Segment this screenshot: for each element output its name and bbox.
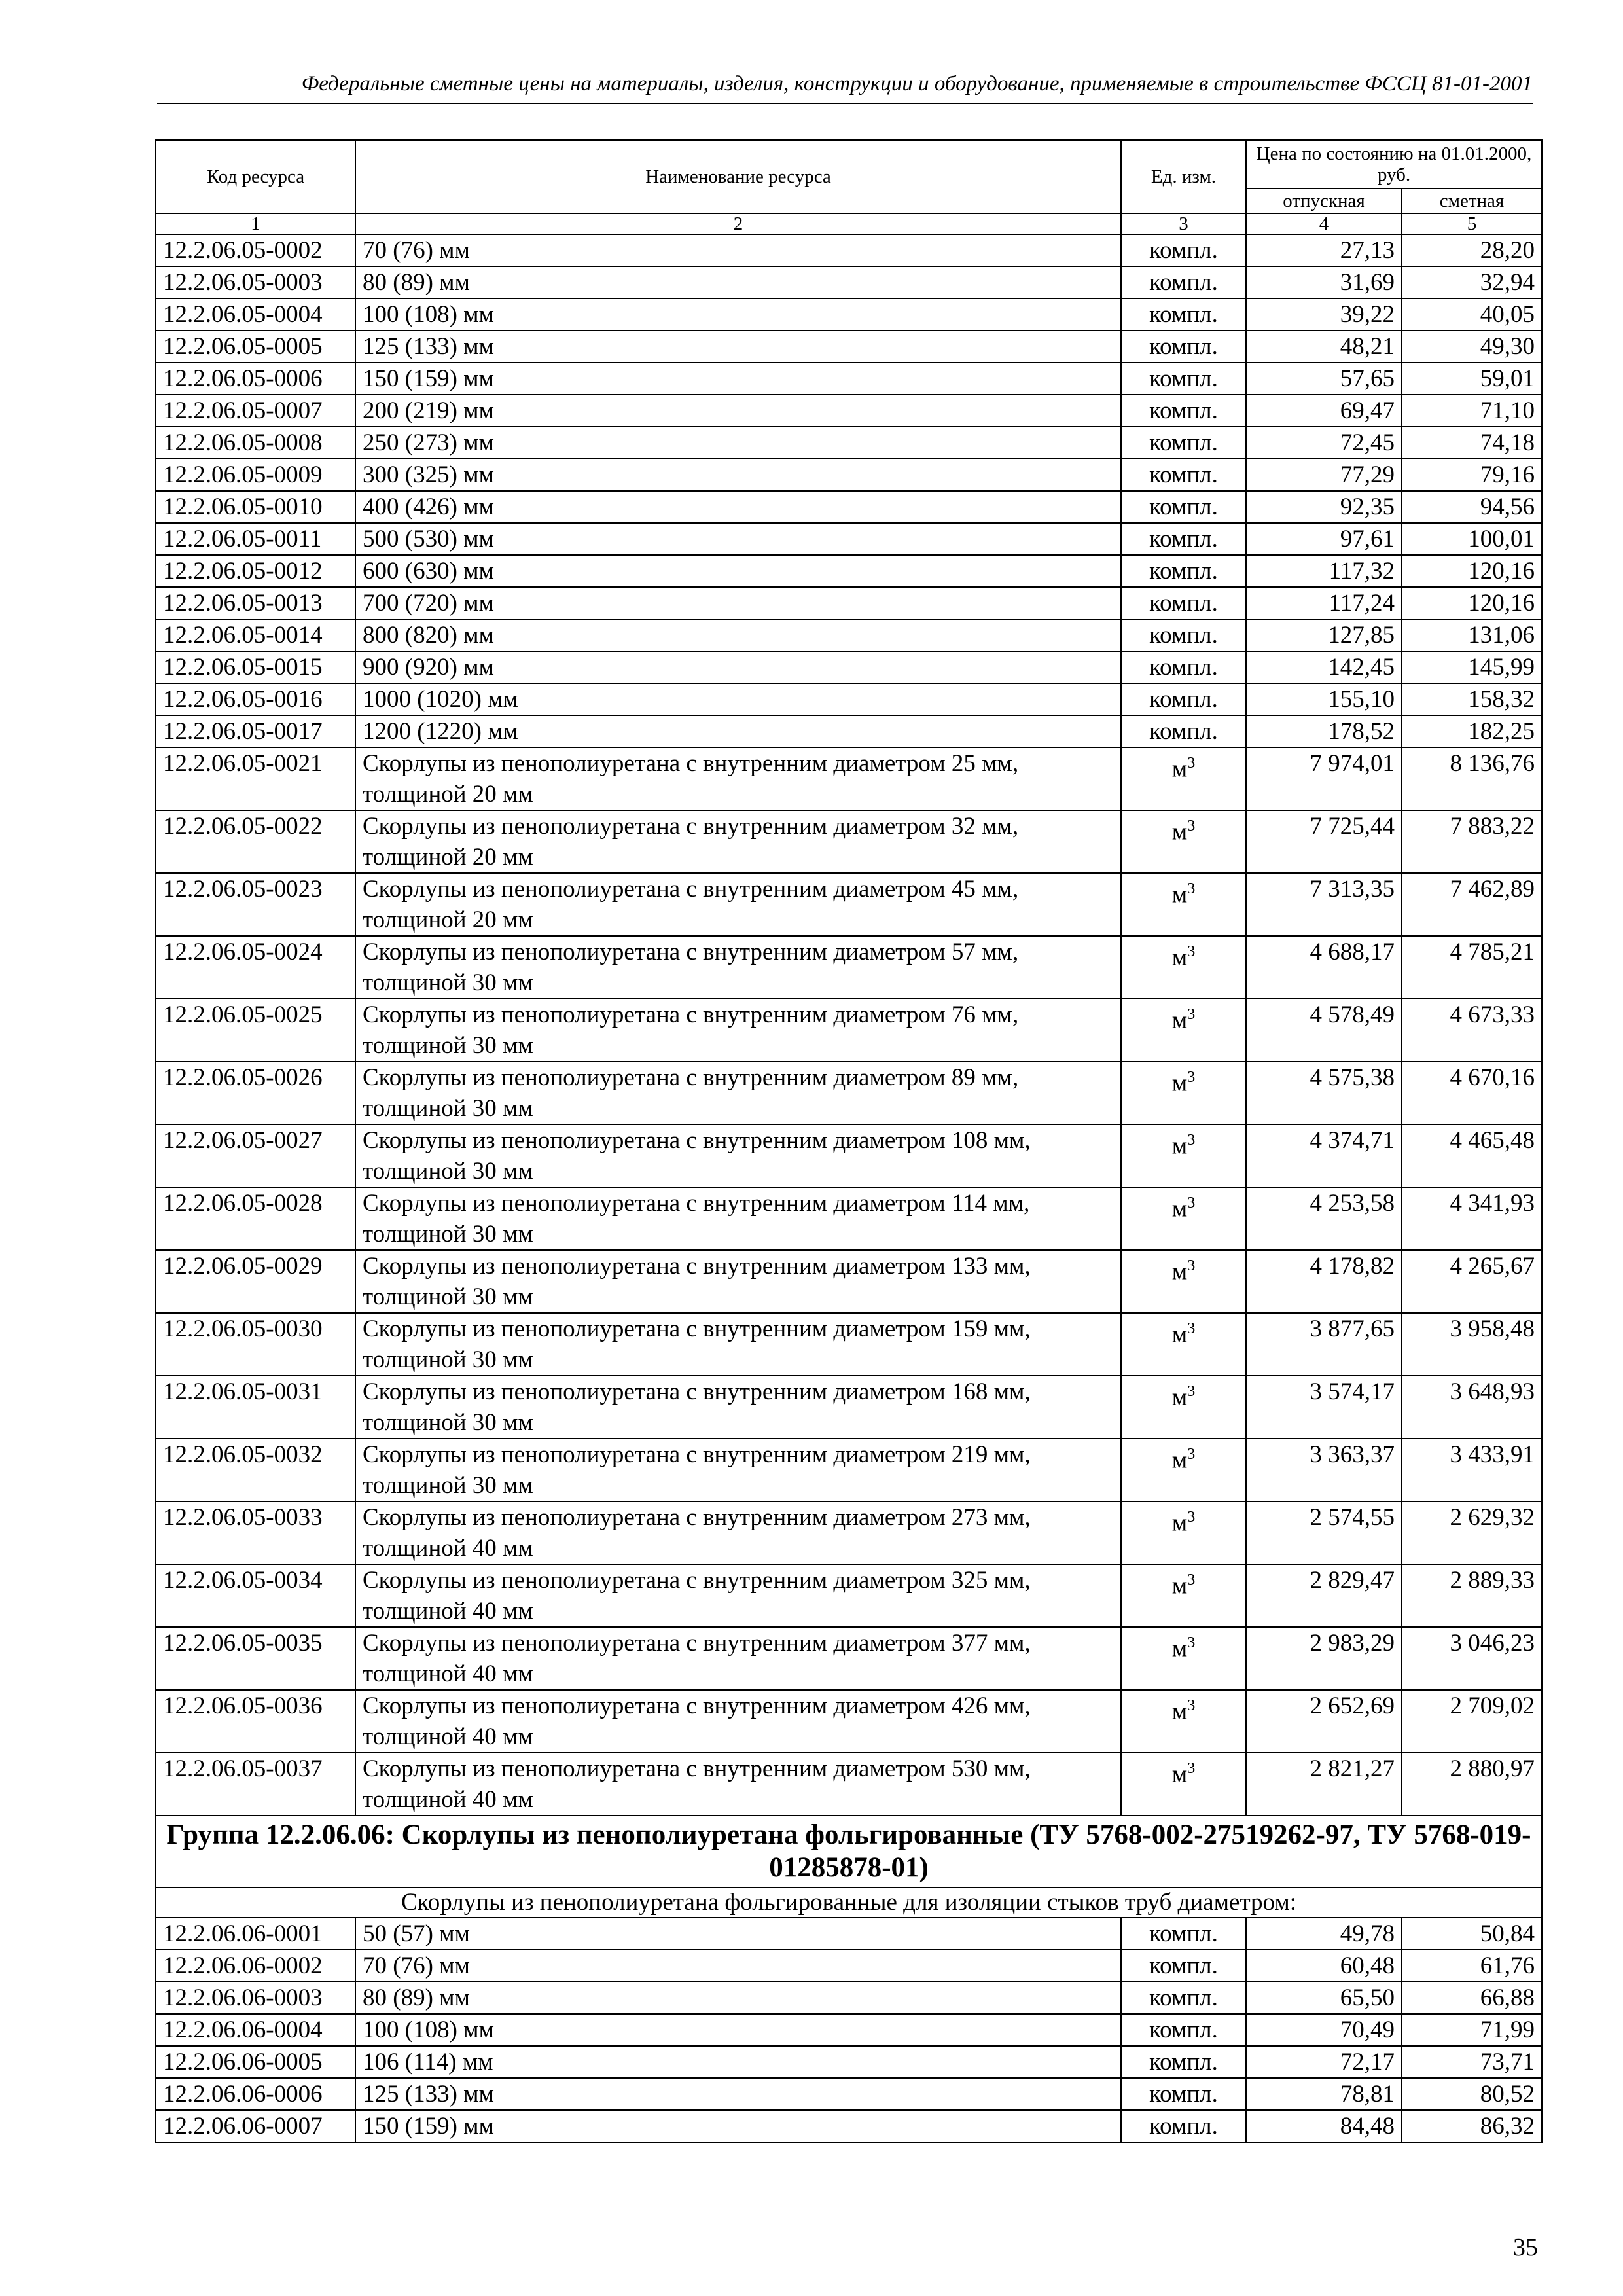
release-price: 117,24 <box>1246 587 1402 619</box>
unit-of-measure: компл. <box>1121 619 1246 651</box>
resource-code: 12.2.06.05-0030 <box>156 1313 355 1376</box>
header-price: Цена по состоянию на 01.01.2000, руб. <box>1246 140 1542 188</box>
resource-name: 80 (89) мм <box>355 1982 1121 2014</box>
resource-code: 12.2.06.05-0005 <box>156 331 355 363</box>
price-table <box>155 139 1543 2143</box>
unit-of-measure: $м^3$ <box>1121 1313 1246 1376</box>
release-price: 49,78 <box>1246 1918 1402 1950</box>
estimate-price: 158,32 <box>1402 683 1542 715</box>
column-number: 4 <box>1246 213 1402 234</box>
estimate-price: 79,16 <box>1402 459 1542 491</box>
resource-name: 700 (720) мм <box>355 587 1121 619</box>
resource-name: Скорлупы из пенополиуретана с внутренним диаметром 159 мм, толщиной 30 мм <box>355 1313 1121 1376</box>
table-row <box>156 715 1542 747</box>
table-row <box>156 2014 1542 2046</box>
estimate-price: 4 265,67 <box>1402 1250 1542 1313</box>
resource-code: 12.2.06.05-0028 <box>156 1187 355 1250</box>
estimate-price: 3 958,48 <box>1402 1313 1542 1376</box>
unit-of-measure: компл. <box>1121 1950 1246 1982</box>
column-number: 2 <box>355 213 1121 234</box>
estimate-price: 49,30 <box>1402 331 1542 363</box>
unit-of-measure: компл. <box>1121 298 1246 331</box>
estimate-price: 59,01 <box>1402 363 1542 395</box>
release-price: 2 574,55 <box>1246 1501 1402 1564</box>
table-row <box>156 491 1542 523</box>
estimate-price: 2 880,97 <box>1402 1753 1542 1816</box>
release-price: 39,22 <box>1246 298 1402 331</box>
unit-of-measure: компл. <box>1121 523 1246 555</box>
resource-name: 70 (76) мм <box>355 1950 1121 1982</box>
estimate-price: 40,05 <box>1402 298 1542 331</box>
table-row <box>156 1564 1542 1627</box>
resource-name: 125 (133) мм <box>355 331 1121 363</box>
unit-of-measure: компл. <box>1121 1918 1246 1950</box>
resource-code: 12.2.06.05-0006 <box>156 363 355 395</box>
estimate-price: 120,16 <box>1402 587 1542 619</box>
header-unit: Ед. изм. <box>1121 140 1246 213</box>
resource-code: 12.2.06.05-0002 <box>156 234 355 266</box>
release-price: 7 725,44 <box>1246 810 1402 873</box>
unit-of-measure: $м^3$ <box>1121 1690 1246 1753</box>
release-price: 2 652,69 <box>1246 1690 1402 1753</box>
estimate-price: 4 673,33 <box>1402 999 1542 1062</box>
resource-name: 125 (133) мм <box>355 2078 1121 2110</box>
table-row <box>156 1627 1542 1690</box>
resource-name: Скорлупы из пенополиуретана с внутренним диаметром 168 мм, толщиной 30 мм <box>355 1376 1121 1439</box>
table-row <box>156 1439 1542 1501</box>
header-name: Наименование ресурса <box>355 140 1121 213</box>
estimate-price: 145,99 <box>1402 651 1542 683</box>
estimate-price: 100,01 <box>1402 523 1542 555</box>
estimate-price: 2 629,32 <box>1402 1501 1542 1564</box>
unit-of-measure: компл. <box>1121 234 1246 266</box>
resource-name: 500 (530) мм <box>355 523 1121 555</box>
table-row <box>156 2046 1542 2078</box>
table-header-row <box>156 140 1542 188</box>
table-row <box>156 1950 1542 1982</box>
resource-code: 12.2.06.05-0033 <box>156 1501 355 1564</box>
release-price: 70,49 <box>1246 2014 1402 2046</box>
release-price: 4 178,82 <box>1246 1250 1402 1313</box>
resource-code: 12.2.06.05-0016 <box>156 683 355 715</box>
resource-code: 12.2.06.05-0029 <box>156 1250 355 1313</box>
resource-code: 12.2.06.05-0014 <box>156 619 355 651</box>
release-price: 4 575,38 <box>1246 1062 1402 1124</box>
resource-code: 12.2.06.05-0031 <box>156 1376 355 1439</box>
release-price: 155,10 <box>1246 683 1402 715</box>
table-row <box>156 873 1542 936</box>
unit-of-measure: компл. <box>1121 1982 1246 2014</box>
release-price: 97,61 <box>1246 523 1402 555</box>
running-header: Федеральные сметные цены на материалы, изделия, конструкции и оборудование, применяемые в строительстве ФССЦ 81-01-2001 <box>157 72 1533 104</box>
resource-name: Скорлупы из пенополиуретана с внутренним диаметром 273 мм, толщиной 40 мм <box>355 1501 1121 1564</box>
release-price: 92,35 <box>1246 491 1402 523</box>
table-row <box>156 651 1542 683</box>
release-price: 60,48 <box>1246 1950 1402 1982</box>
release-price: 3 363,37 <box>1246 1439 1402 1501</box>
table-row <box>156 810 1542 873</box>
release-price: 69,47 <box>1246 395 1402 427</box>
estimate-price: 32,94 <box>1402 266 1542 298</box>
table-row <box>156 2110 1542 2142</box>
release-price: 4 578,49 <box>1246 999 1402 1062</box>
unit-of-measure: $м^3$ <box>1121 873 1246 936</box>
resource-code: 12.2.06.06-0003 <box>156 1982 355 2014</box>
resource-name: 900 (920) мм <box>355 651 1121 683</box>
table-row <box>156 1690 1542 1753</box>
resource-name: 150 (159) мм <box>355 2110 1121 2142</box>
unit-of-measure: $м^3$ <box>1121 747 1246 810</box>
resource-code: 12.2.06.05-0012 <box>156 555 355 587</box>
release-price: 4 253,58 <box>1246 1187 1402 1250</box>
unit-of-measure: компл. <box>1121 2110 1246 2142</box>
estimate-price: 7 462,89 <box>1402 873 1542 936</box>
unit-of-measure: компл. <box>1121 651 1246 683</box>
release-price: 4 374,71 <box>1246 1124 1402 1187</box>
unit-of-measure: компл. <box>1121 587 1246 619</box>
estimate-price: 4 465,48 <box>1402 1124 1542 1187</box>
resource-name: Скорлупы из пенополиуретана с внутренним диаметром 133 мм, толщиной 30 мм <box>355 1250 1121 1313</box>
unit-of-measure: $м^3$ <box>1121 1187 1246 1250</box>
unit-of-measure: $м^3$ <box>1121 1250 1246 1313</box>
table-row <box>156 747 1542 810</box>
resource-code: 12.2.06.05-0023 <box>156 873 355 936</box>
unit-of-measure: компл. <box>1121 2046 1246 2078</box>
unit-of-measure: $м^3$ <box>1121 1501 1246 1564</box>
release-price: 31,69 <box>1246 266 1402 298</box>
resource-code: 12.2.06.05-0034 <box>156 1564 355 1627</box>
unit-of-measure: компл. <box>1121 491 1246 523</box>
resource-name: 600 (630) мм <box>355 555 1121 587</box>
resource-name: Скорлупы из пенополиуретана с внутренним диаметром 45 мм, толщиной 20 мм <box>355 873 1121 936</box>
estimate-price: 2 709,02 <box>1402 1690 1542 1753</box>
resource-name: Скорлупы из пенополиуретана с внутренним диаметром 114 мм, толщиной 30 мм <box>355 1187 1121 1250</box>
unit-of-measure: компл. <box>1121 555 1246 587</box>
estimate-price: 182,25 <box>1402 715 1542 747</box>
estimate-price: 61,76 <box>1402 1950 1542 1982</box>
resource-name: Скорлупы из пенополиуретана с внутренним диаметром 325 мм, толщиной 40 мм <box>355 1564 1121 1627</box>
release-price: 2 829,47 <box>1246 1564 1402 1627</box>
unit-of-measure: $м^3$ <box>1121 1627 1246 1690</box>
unit-of-measure: компл. <box>1121 266 1246 298</box>
unit-of-measure: $м^3$ <box>1121 810 1246 873</box>
resource-name: Скорлупы из пенополиуретана с внутренним диаметром 530 мм, толщиной 40 мм <box>355 1753 1121 1816</box>
table-row <box>156 427 1542 459</box>
table-row <box>156 523 1542 555</box>
unit-of-measure: компл. <box>1121 715 1246 747</box>
resource-code: 12.2.06.05-0013 <box>156 587 355 619</box>
release-price: 4 688,17 <box>1246 936 1402 999</box>
resource-name: Скорлупы из пенополиуретана с внутренним диаметром 32 мм, толщиной 20 мм <box>355 810 1121 873</box>
resource-code: 12.2.06.05-0027 <box>156 1124 355 1187</box>
resource-code: 12.2.06.05-0021 <box>156 747 355 810</box>
resource-name: Скорлупы из пенополиуретана с внутренним диаметром 426 мм, толщиной 40 мм <box>355 1690 1121 1753</box>
release-price: 7 974,01 <box>1246 747 1402 810</box>
release-price: 3 877,65 <box>1246 1313 1402 1376</box>
estimate-price: 8 136,76 <box>1402 747 1542 810</box>
resource-code: 12.2.06.05-0036 <box>156 1690 355 1753</box>
estimate-price: 4 785,21 <box>1402 936 1542 999</box>
table-row <box>156 587 1542 619</box>
resource-code: 12.2.06.06-0005 <box>156 2046 355 2078</box>
resource-code: 12.2.06.06-0001 <box>156 1918 355 1950</box>
unit-of-measure: $м^3$ <box>1121 1753 1246 1816</box>
unit-of-measure: компл. <box>1121 395 1246 427</box>
release-price: 2 821,27 <box>1246 1753 1402 1816</box>
estimate-price: 4 670,16 <box>1402 1062 1542 1124</box>
estimate-price: 3 648,93 <box>1402 1376 1542 1439</box>
table-row <box>156 1918 1542 1950</box>
unit-of-measure: $м^3$ <box>1121 1439 1246 1501</box>
column-number: 5 <box>1402 213 1542 234</box>
release-price: 65,50 <box>1246 1982 1402 2014</box>
release-price: 72,17 <box>1246 2046 1402 2078</box>
unit-of-measure: $м^3$ <box>1121 999 1246 1062</box>
estimate-price: 50,84 <box>1402 1918 1542 1950</box>
resource-name: Скорлупы из пенополиуретана с внутренним диаметром 76 мм, толщиной 30 мм <box>355 999 1121 1062</box>
resource-name: 800 (820) мм <box>355 619 1121 651</box>
resource-code: 12.2.06.05-0008 <box>156 427 355 459</box>
table-row <box>156 1062 1542 1124</box>
release-price: 77,29 <box>1246 459 1402 491</box>
estimate-price: 120,16 <box>1402 555 1542 587</box>
release-price: 84,48 <box>1246 2110 1402 2142</box>
unit-of-measure: $м^3$ <box>1121 1376 1246 1439</box>
resource-name: 100 (108) мм <box>355 298 1121 331</box>
resource-code: 12.2.06.05-0011 <box>156 523 355 555</box>
header-estimate: сметная <box>1402 188 1542 213</box>
table-row <box>156 1982 1542 2014</box>
unit-of-measure: компл. <box>1121 459 1246 491</box>
table-row <box>156 683 1542 715</box>
table-row <box>156 1501 1542 1564</box>
table-row <box>156 936 1542 999</box>
resource-code: 12.2.06.06-0002 <box>156 1950 355 1982</box>
unit-of-measure: компл. <box>1121 2078 1246 2110</box>
resource-name: Скорлупы из пенополиуретана с внутренним диаметром 377 мм, толщиной 40 мм <box>355 1627 1121 1690</box>
table-row <box>156 1753 1542 1816</box>
page-number: 35 <box>1513 2234 1538 2261</box>
estimate-price: 28,20 <box>1402 234 1542 266</box>
unit-of-measure: компл. <box>1121 427 1246 459</box>
resource-code: 12.2.06.05-0015 <box>156 651 355 683</box>
resource-name: 1000 (1020) мм <box>355 683 1121 715</box>
release-price: 142,45 <box>1246 651 1402 683</box>
release-price: 117,32 <box>1246 555 1402 587</box>
resource-code: 12.2.06.05-0026 <box>156 1062 355 1124</box>
header-code: Код ресурса <box>156 140 355 213</box>
group-subtitle: Скорлупы из пенополиуретана фольгированные для изоляции стыков труб диаметром: <box>156 1888 1542 1918</box>
table-row <box>156 999 1542 1062</box>
resource-code: 12.2.06.05-0035 <box>156 1627 355 1690</box>
table-row <box>156 1313 1542 1376</box>
unit-of-measure: $м^3$ <box>1121 936 1246 999</box>
resource-code: 12.2.06.05-0037 <box>156 1753 355 1816</box>
release-price: 78,81 <box>1246 2078 1402 2110</box>
release-price: 127,85 <box>1246 619 1402 651</box>
estimate-price: 73,71 <box>1402 2046 1542 2078</box>
resource-name: Скорлупы из пенополиуретана с внутренним диаметром 25 мм, толщиной 20 мм <box>355 747 1121 810</box>
estimate-price: 2 889,33 <box>1402 1564 1542 1627</box>
table-row <box>156 1250 1542 1313</box>
table-row <box>156 459 1542 491</box>
estimate-price: 71,10 <box>1402 395 1542 427</box>
header-release: отпускная <box>1246 188 1402 213</box>
resource-name: 106 (114) мм <box>355 2046 1121 2078</box>
release-price: 48,21 <box>1246 331 1402 363</box>
release-price: 57,65 <box>1246 363 1402 395</box>
release-price: 178,52 <box>1246 715 1402 747</box>
resource-name: 300 (325) мм <box>355 459 1121 491</box>
table-row <box>156 395 1542 427</box>
release-price: 7 313,35 <box>1246 873 1402 936</box>
group-title-row <box>156 1816 1542 1888</box>
resource-name: Скорлупы из пенополиуретана с внутренним диаметром 89 мм, толщиной 30 мм <box>355 1062 1121 1124</box>
release-price: 72,45 <box>1246 427 1402 459</box>
estimate-price: 94,56 <box>1402 491 1542 523</box>
table-row <box>156 363 1542 395</box>
column-number: 1 <box>156 213 355 234</box>
resource-code: 12.2.06.05-0022 <box>156 810 355 873</box>
unit-of-measure: $м^3$ <box>1121 1062 1246 1124</box>
estimate-price: 66,88 <box>1402 1982 1542 2014</box>
table-row <box>156 555 1542 587</box>
estimate-price: 86,32 <box>1402 2110 1542 2142</box>
estimate-price: 131,06 <box>1402 619 1542 651</box>
estimate-price: 74,18 <box>1402 427 1542 459</box>
table-row <box>156 1376 1542 1439</box>
table-row <box>156 234 1542 266</box>
resource-code: 12.2.06.06-0007 <box>156 2110 355 2142</box>
column-number: 3 <box>1121 213 1246 234</box>
group-subtitle-row <box>156 1888 1542 1918</box>
table-row <box>156 2078 1542 2110</box>
resource-name: 80 (89) мм <box>355 266 1121 298</box>
resource-code: 12.2.06.05-0003 <box>156 266 355 298</box>
table-row <box>156 619 1542 651</box>
resource-name: 70 (76) мм <box>355 234 1121 266</box>
resource-name: 100 (108) мм <box>355 2014 1121 2046</box>
table-row <box>156 1124 1542 1187</box>
resource-name: Скорлупы из пенополиуретана с внутренним диаметром 57 мм, толщиной 30 мм <box>355 936 1121 999</box>
release-price: 27,13 <box>1246 234 1402 266</box>
unit-of-measure: компл. <box>1121 2014 1246 2046</box>
resource-name: 1200 (1220) мм <box>355 715 1121 747</box>
resource-name: Скорлупы из пенополиуретана с внутренним диаметром 108 мм, толщиной 30 мм <box>355 1124 1121 1187</box>
table-row <box>156 331 1542 363</box>
resource-name: Скорлупы из пенополиуретана с внутренним диаметром 219 мм, толщиной 30 мм <box>355 1439 1121 1501</box>
group-title: Группа 12.2.06.06: Скорлупы из пенополиуретана фольгированные (ТУ 5768-002-27519262-97, ТУ 5768-019-01285878-01) <box>156 1816 1542 1888</box>
unit-of-measure: компл. <box>1121 363 1246 395</box>
resource-code: 12.2.06.06-0006 <box>156 2078 355 2110</box>
resource-code: 12.2.06.05-0004 <box>156 298 355 331</box>
estimate-price: 7 883,22 <box>1402 810 1542 873</box>
release-price: 2 983,29 <box>1246 1627 1402 1690</box>
resource-code: 12.2.06.05-0007 <box>156 395 355 427</box>
unit-of-measure: компл. <box>1121 683 1246 715</box>
resource-code: 12.2.06.06-0004 <box>156 2014 355 2046</box>
resource-code: 12.2.06.05-0010 <box>156 491 355 523</box>
estimate-price: 80,52 <box>1402 2078 1542 2110</box>
table-row <box>156 266 1542 298</box>
resource-code: 12.2.06.05-0024 <box>156 936 355 999</box>
column-number-row <box>156 213 1542 234</box>
unit-of-measure: $м^3$ <box>1121 1124 1246 1187</box>
resource-name: 150 (159) мм <box>355 363 1121 395</box>
unit-of-measure: компл. <box>1121 331 1246 363</box>
table-row <box>156 1187 1542 1250</box>
estimate-price: 4 341,93 <box>1402 1187 1542 1250</box>
estimate-price: 3 433,91 <box>1402 1439 1542 1501</box>
estimate-price: 71,99 <box>1402 2014 1542 2046</box>
resource-name: 50 (57) мм <box>355 1918 1121 1950</box>
resource-name: 200 (219) мм <box>355 395 1121 427</box>
release-price: 3 574,17 <box>1246 1376 1402 1439</box>
resource-code: 12.2.06.05-0032 <box>156 1439 355 1501</box>
resource-name: 400 (426) мм <box>355 491 1121 523</box>
resource-code: 12.2.06.05-0009 <box>156 459 355 491</box>
resource-code: 12.2.06.05-0025 <box>156 999 355 1062</box>
resource-code: 12.2.06.05-0017 <box>156 715 355 747</box>
table-row <box>156 298 1542 331</box>
estimate-price: 3 046,23 <box>1402 1627 1542 1690</box>
unit-of-measure: $м^3$ <box>1121 1564 1246 1627</box>
resource-name: 250 (273) мм <box>355 427 1121 459</box>
